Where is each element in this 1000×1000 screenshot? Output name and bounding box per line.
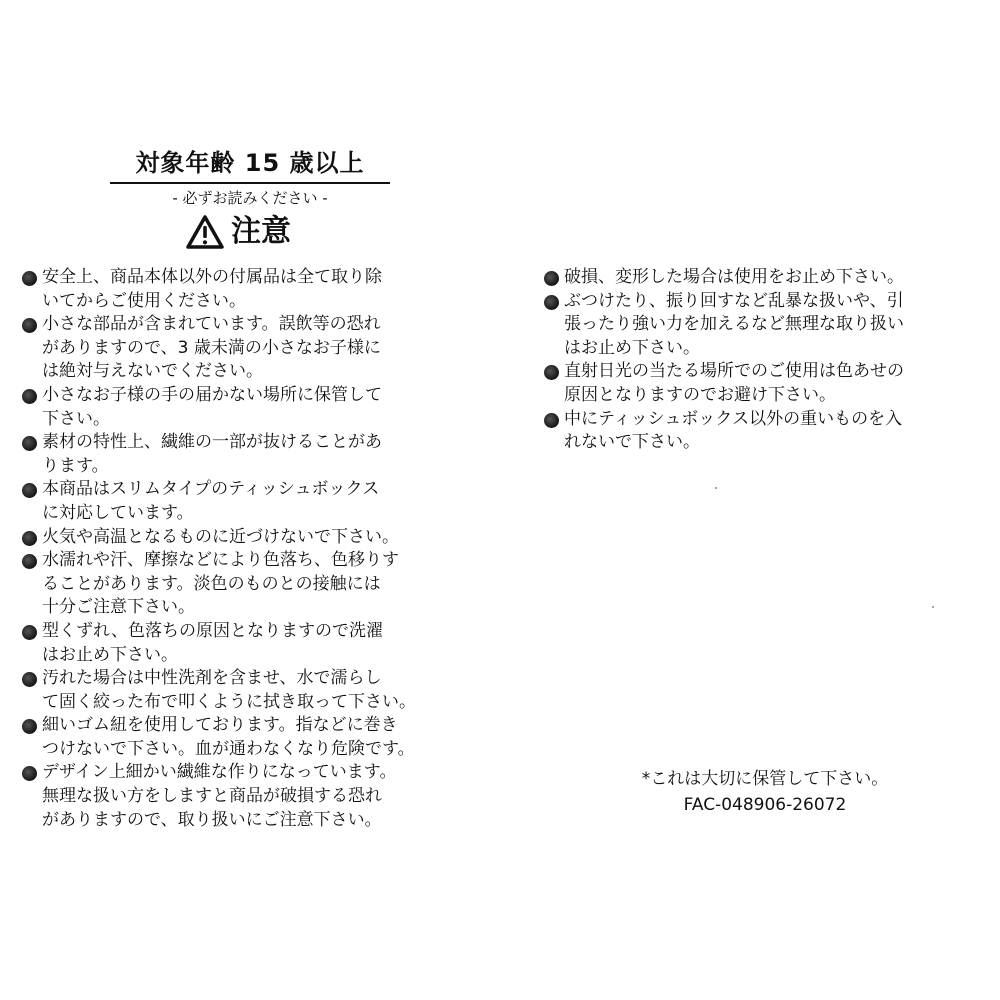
list-item: デザイン上細かい繊維な作りになっています。 無理な扱い方をしますと商品が破損する恐れ がありますので、取り扱いにご注意下さい。 — [20, 761, 490, 832]
list-item: 汚れた場合は中性洗剤を含ませ、水で濡らし て固く絞った布で叩くように拭き取って下さい。 — [20, 667, 490, 714]
bullet-icon — [22, 483, 37, 498]
list-item: 型くずれ、色落ちの原因となりますので洗濯 はお止め下さい。 — [20, 620, 490, 667]
caution-list-right — [542, 266, 987, 455]
bullet-icon — [22, 625, 37, 640]
product-code: FAC-048906-26072 — [683, 795, 847, 815]
bullet-icon — [22, 318, 37, 333]
caution-label: 注意 — [231, 214, 291, 249]
list-item: 直射日光の当たる場所でのご使用は色あせの 原因となりますのでお避け下さい。 — [542, 360, 987, 407]
list-item: 中にティッシュボックス以外の重いものを入 れないで下さい。 — [542, 408, 987, 455]
bullet-icon — [22, 719, 37, 734]
age-rating-title: 対象年齢 15 歳以上 — [135, 149, 365, 177]
keep-note: *これは大切に保管して下さい。 — [641, 769, 889, 789]
caution-list-left — [20, 266, 490, 832]
list-item: 素材の特性上、繊維の一部が抜けることがあ ります。 — [20, 431, 490, 478]
list-item: 小さなお子様の手の届かない場所に保管して 下さい。 — [20, 384, 490, 431]
list-item: 本商品はスリムタイプのティッシュボックス に対応しています。 — [20, 478, 490, 525]
print-speck — [715, 487, 717, 489]
bullet-icon — [22, 554, 37, 569]
bullet-icon — [544, 413, 559, 428]
bullet-icon — [22, 389, 37, 404]
bullet-icon — [544, 365, 559, 380]
print-speck — [932, 606, 934, 608]
list-item: 破損、変形した場合は使用をお止め下さい。 — [542, 266, 987, 290]
caution-heading — [185, 212, 291, 252]
header — [110, 148, 390, 249]
bullet-icon — [22, 436, 37, 451]
list-item: 水濡れや汗、摩擦などにより色落ち、色移りす ることがあります。淡色のものとの接触には 十分ご注意下さい。 — [20, 549, 490, 620]
list-item: 小さな部品が含まれています。誤飲等の恐れ がありますので、3 歳未満の小さなお子様に は絶対与えないでください。 — [20, 313, 490, 384]
bullet-icon — [22, 531, 37, 546]
bullet-icon — [22, 766, 37, 781]
bullet-icon — [544, 271, 559, 286]
list-item: 安全上、商品本体以外の付属品は全て取り除 いてからご使用ください。 — [20, 266, 490, 313]
read-notice: - 必ずお読みください - — [172, 189, 328, 207]
list-item: 火気や高温となるものに近づけないで下さい。 — [20, 526, 490, 550]
warning-triangle-icon — [185, 214, 225, 250]
title-underline — [110, 182, 390, 184]
bullet-icon — [544, 295, 559, 310]
bullet-icon — [22, 672, 37, 687]
list-item: ぶつけたり、振り回すなど乱暴な扱いや、引 張ったり強い力を加えるなど無理な取り扱い はお止め下さい。 — [542, 290, 987, 361]
footer — [640, 766, 890, 818]
list-item: 細いゴム紐を使用しております。指などに巻き つけないで下さい。血が通わなくなり危険です。 — [20, 714, 490, 761]
bullet-icon — [22, 271, 37, 286]
